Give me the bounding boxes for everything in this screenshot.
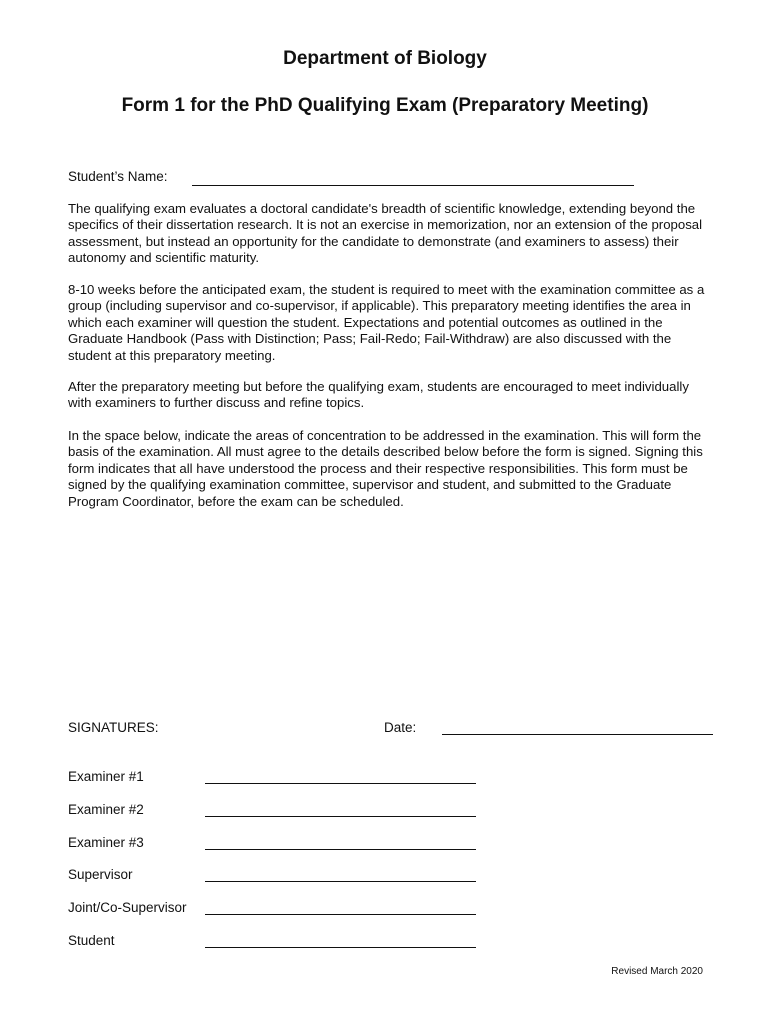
signature-label: Examiner #3 bbox=[68, 835, 144, 850]
signature-row-examiner-2 bbox=[68, 802, 488, 822]
department-title: Department of Biology bbox=[283, 48, 487, 69]
signature-label: Examiner #2 bbox=[68, 802, 144, 817]
signature-label: Joint/Co-Supervisor bbox=[68, 900, 187, 915]
signature-row-student bbox=[68, 933, 488, 953]
student-name-row bbox=[68, 169, 638, 191]
signature-row-co-supervisor bbox=[68, 900, 488, 920]
signature-row-examiner-1 bbox=[68, 769, 488, 789]
date-label: Date: bbox=[384, 720, 417, 735]
signature-label: Examiner #1 bbox=[68, 769, 144, 784]
signature-line[interactable] bbox=[205, 947, 476, 948]
signature-line[interactable] bbox=[205, 816, 476, 817]
signature-line[interactable] bbox=[205, 849, 476, 850]
signature-row-supervisor bbox=[68, 867, 488, 887]
student-name-label: Student’s Name: bbox=[68, 169, 168, 184]
signature-line[interactable] bbox=[205, 783, 476, 784]
paragraph-instructions: In the space below, indicate the areas of concentration to be addressed in the examination. This will form the basis of the examination. All must agree to the details described below before the form is signed. Signing this form indicates that all have understood the process and their respective responsibilities. This form must be signed by the qualifying examination committee, supervisor and student, and submitted to the Graduate Program Coordinator, before the exam can be scheduled. bbox=[68, 428, 703, 509]
signature-label: Student bbox=[68, 933, 115, 948]
signature-line[interactable] bbox=[205, 881, 476, 882]
revision-date: Revised March 2020 bbox=[611, 966, 703, 977]
paragraph-exam-purpose: The qualifying exam evaluates a doctoral candidate's breadth of scientific knowledge, extending beyond the specifics of their dissertation research. It is not an exercise in memorization, nor an extension of the proposal assessment, but instead an opportunity for the candidate to demonstrate (and examiners to assess) their autonomy and scientific maturity. bbox=[68, 201, 703, 266]
date-field[interactable] bbox=[442, 734, 713, 735]
paragraph-individual-meetings: After the preparatory meeting but before the qualifying exam, students are encouraged to meet individually with examiners to further discuss and refine topics. bbox=[68, 379, 689, 411]
paragraph-preparatory-meeting: 8-10 weeks before the anticipated exam, the student is required to meet with the examination committee as a group (including supervisor and co-supervisor, if applicable). This preparatory meeting identifies the area in which each examiner will question the student. Expectations and potential outcomes as outlined in the Graduate Handbook (Pass with Distinction; Pass; Fail-Redo; Fail-Withdraw) are also discussed with the student at this preparatory meeting. bbox=[68, 282, 705, 363]
signatures-heading: SIGNATURES: bbox=[68, 720, 159, 735]
signature-line[interactable] bbox=[205, 914, 476, 915]
form-title: Form 1 for the PhD Qualifying Exam (Preparatory Meeting) bbox=[121, 95, 649, 116]
signature-label: Supervisor bbox=[68, 867, 133, 882]
student-name-field[interactable] bbox=[192, 185, 634, 186]
signature-row-examiner-3 bbox=[68, 835, 488, 855]
